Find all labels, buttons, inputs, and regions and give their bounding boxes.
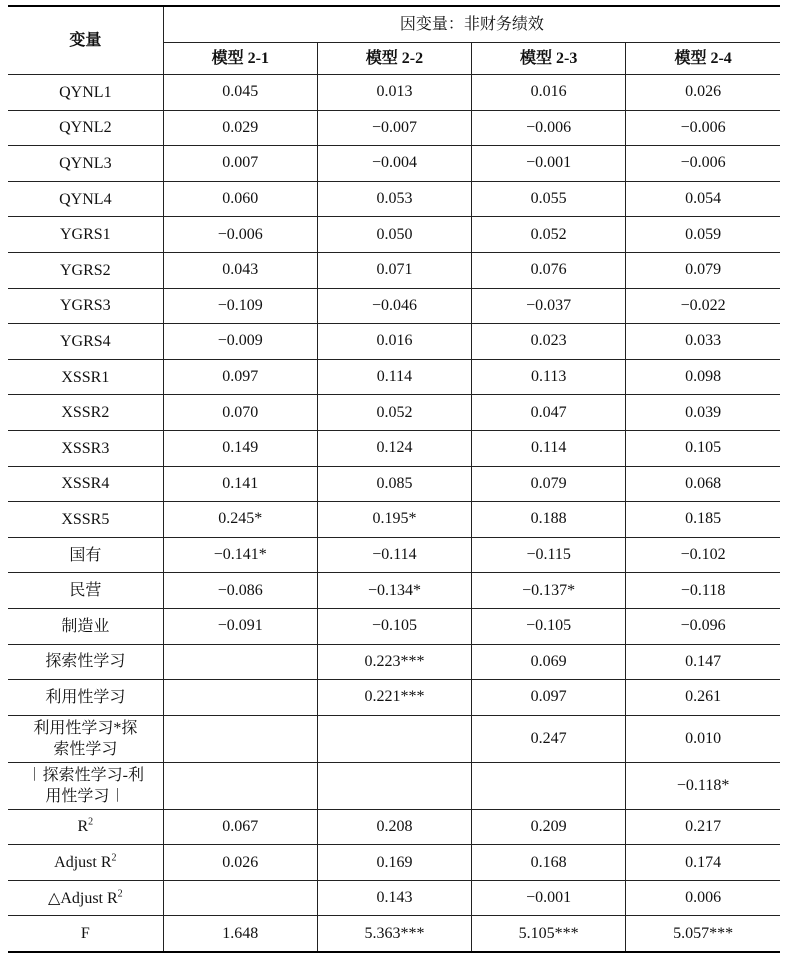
model-header: 模型 2-2	[317, 43, 471, 75]
coefficient-cell: 0.054	[626, 181, 780, 217]
stat-cell: 0.209	[472, 809, 626, 845]
coefficient-cell: 0.053	[317, 181, 471, 217]
stat-superscript: 2	[88, 817, 94, 829]
coefficient-cell: 0.039	[626, 395, 780, 431]
coefficient-cell: 0.188	[472, 502, 626, 538]
coefficient-cell: −0.114	[317, 537, 471, 573]
coefficient-cell: 0.052	[472, 217, 626, 253]
table-row	[8, 288, 780, 324]
stat-cell: 0.169	[317, 845, 471, 881]
stat-row	[8, 845, 780, 881]
table-row	[8, 715, 780, 762]
row-label	[8, 845, 163, 881]
coefficient-cell: 0.098	[626, 359, 780, 395]
row-label: YGRS1	[8, 217, 163, 253]
table-row	[8, 395, 780, 431]
row-label: XSSR2	[8, 395, 163, 431]
coefficient-cell: 0.016	[317, 324, 471, 360]
coefficient-cell: −0.037	[472, 288, 626, 324]
coefficient-cell: 0.007	[163, 146, 317, 182]
stat-cell: 0.067	[163, 809, 317, 845]
coefficient-cell: 0.071	[317, 252, 471, 288]
coefficient-cell: 0.147	[626, 644, 780, 680]
stat-cell: 5.057***	[626, 916, 780, 952]
row-label: YGRS4	[8, 324, 163, 360]
coefficient-cell: 0.141	[163, 466, 317, 502]
table-row	[8, 466, 780, 502]
coefficient-cell: 0.261	[626, 680, 780, 716]
coefficient-cell: 0.068	[626, 466, 780, 502]
stat-cell: 5.363***	[317, 916, 471, 952]
stat-row	[8, 880, 780, 916]
coefficient-cell: 0.079	[626, 252, 780, 288]
stat-cell	[163, 880, 317, 916]
coefficient-cell: −0.091	[163, 608, 317, 644]
coefficient-cell	[472, 762, 626, 809]
coefficient-cell: 0.195*	[317, 502, 471, 538]
stat-cell: 0.006	[626, 880, 780, 916]
coefficient-cell: −0.001	[472, 146, 626, 182]
coefficient-cell: 0.076	[472, 252, 626, 288]
row-label: 探索性学习	[8, 644, 163, 680]
coefficient-cell	[163, 680, 317, 716]
table-row	[8, 537, 780, 573]
coefficient-cell: −0.115	[472, 537, 626, 573]
stat-label: Adjust R	[54, 854, 112, 872]
row-label-line: 索性学习	[53, 740, 118, 758]
stat-cell: 5.105***	[472, 916, 626, 952]
coefficient-cell: 0.097	[163, 359, 317, 395]
model-header: 模型 2-3	[472, 43, 626, 75]
coefficient-cell: −0.102	[626, 537, 780, 573]
coefficient-cell: 0.059	[626, 217, 780, 253]
coefficient-cell: 0.023	[472, 324, 626, 360]
stat-cell: 0.168	[472, 845, 626, 881]
row-label: XSSR1	[8, 359, 163, 395]
coefficient-cell: 0.085	[317, 466, 471, 502]
coefficient-cell: 0.221***	[317, 680, 471, 716]
coefficient-cell: 0.124	[317, 430, 471, 466]
variable-header: 变量	[8, 6, 163, 75]
row-label: 民营	[8, 573, 163, 609]
coefficient-cell: −0.109	[163, 288, 317, 324]
coefficient-cell	[163, 762, 317, 809]
table-row	[8, 573, 780, 609]
stat-row	[8, 916, 780, 952]
coefficient-cell: −0.006	[472, 110, 626, 146]
row-label: XSSR5	[8, 502, 163, 538]
table-row	[8, 75, 780, 111]
coefficient-cell: 0.050	[317, 217, 471, 253]
stat-superscript: 2	[117, 888, 123, 900]
row-label-line: 利用性学习*探	[33, 719, 138, 737]
coefficient-cell: −0.007	[317, 110, 471, 146]
row-label: XSSR3	[8, 430, 163, 466]
model-header: 模型 2-1	[163, 43, 317, 75]
coefficient-cell: −0.009	[163, 324, 317, 360]
coefficient-cell	[317, 715, 471, 762]
stat-superscript: 2	[111, 852, 117, 864]
table-row	[8, 146, 780, 182]
coefficient-cell: 0.247	[472, 715, 626, 762]
coefficient-cell: 0.245*	[163, 502, 317, 538]
coefficient-cell: −0.046	[317, 288, 471, 324]
row-label	[8, 762, 163, 809]
stat-cell: 0.026	[163, 845, 317, 881]
table-row	[8, 217, 780, 253]
coefficient-cell: −0.006	[626, 110, 780, 146]
coefficient-cell: 0.045	[163, 75, 317, 111]
coefficient-cell: 0.105	[626, 430, 780, 466]
coefficient-cell: 0.149	[163, 430, 317, 466]
coefficient-cell: 0.079	[472, 466, 626, 502]
coefficient-cell	[163, 715, 317, 762]
coefficient-cell: −0.105	[317, 608, 471, 644]
coefficient-cell: −0.105	[472, 608, 626, 644]
stat-label: R	[77, 818, 89, 836]
coefficient-cell: 0.113	[472, 359, 626, 395]
table-row	[8, 359, 780, 395]
row-label: YGRS3	[8, 288, 163, 324]
row-label	[8, 880, 163, 916]
row-label: 国有	[8, 537, 163, 573]
coefficient-cell: 0.060	[163, 181, 317, 217]
coefficient-cell: 0.016	[472, 75, 626, 111]
stat-label: △Adjust R	[48, 889, 118, 907]
coefficient-cell: 0.055	[472, 181, 626, 217]
row-label: QYNL3	[8, 146, 163, 182]
coefficient-cell: 0.033	[626, 324, 780, 360]
coefficient-cell: −0.006	[163, 217, 317, 253]
table-row	[8, 110, 780, 146]
row-label: 制造业	[8, 608, 163, 644]
row-label: QYNL1	[8, 75, 163, 111]
row-label-line: ︱探索性学习-利	[26, 766, 145, 784]
coefficient-cell: 0.026	[626, 75, 780, 111]
coefficient-cell: −0.141*	[163, 537, 317, 573]
coefficient-cell: 0.185	[626, 502, 780, 538]
table-row	[8, 608, 780, 644]
header-row-1	[8, 6, 780, 43]
coefficient-cell: 0.052	[317, 395, 471, 431]
coefficient-cell: −0.086	[163, 573, 317, 609]
table-row	[8, 181, 780, 217]
model-header: 模型 2-4	[626, 43, 780, 75]
row-label: QYNL2	[8, 110, 163, 146]
row-label-line: 用性学习︱	[45, 787, 126, 805]
regression-results-table	[8, 5, 780, 953]
row-label: XSSR4	[8, 466, 163, 502]
stat-cell: 0.208	[317, 809, 471, 845]
stat-cell: 0.143	[317, 880, 471, 916]
dependent-variable-header: 因变量：非财务绩效	[163, 6, 780, 43]
row-label: 利用性学习	[8, 680, 163, 716]
coefficient-cell	[317, 762, 471, 809]
row-label	[8, 809, 163, 845]
coefficient-cell: 0.223***	[317, 644, 471, 680]
coefficient-cell: 0.029	[163, 110, 317, 146]
coefficient-cell: −0.137*	[472, 573, 626, 609]
stat-cell: 1.648	[163, 916, 317, 952]
coefficient-cell: −0.096	[626, 608, 780, 644]
regression-table-container	[8, 5, 780, 953]
coefficient-cell: 0.069	[472, 644, 626, 680]
stat-cell: −0.001	[472, 880, 626, 916]
coefficient-cell: 0.097	[472, 680, 626, 716]
coefficient-cell: −0.118*	[626, 762, 780, 809]
coefficient-cell	[163, 644, 317, 680]
coefficient-cell: 0.013	[317, 75, 471, 111]
row-label	[8, 916, 163, 952]
row-label: QYNL4	[8, 181, 163, 217]
coefficient-cell: 0.010	[626, 715, 780, 762]
stat-cell: 0.217	[626, 809, 780, 845]
coefficient-cell: 0.070	[163, 395, 317, 431]
table-row	[8, 502, 780, 538]
coefficient-cell: 0.114	[317, 359, 471, 395]
table-row	[8, 680, 780, 716]
stat-label: F	[80, 925, 90, 943]
table-row	[8, 762, 780, 809]
table-row	[8, 644, 780, 680]
coefficient-cell: 0.043	[163, 252, 317, 288]
table-row	[8, 252, 780, 288]
coefficient-cell: −0.004	[317, 146, 471, 182]
coefficient-cell: −0.022	[626, 288, 780, 324]
stat-cell: 0.174	[626, 845, 780, 881]
coefficient-cell: 0.114	[472, 430, 626, 466]
table-row	[8, 430, 780, 466]
table-row	[8, 324, 780, 360]
row-label: YGRS2	[8, 252, 163, 288]
coefficient-cell: −0.118	[626, 573, 780, 609]
coefficient-cell: −0.134*	[317, 573, 471, 609]
row-label	[8, 715, 163, 762]
stat-row	[8, 809, 780, 845]
coefficient-cell: 0.047	[472, 395, 626, 431]
table-body	[8, 75, 780, 953]
coefficient-cell: −0.006	[626, 146, 780, 182]
